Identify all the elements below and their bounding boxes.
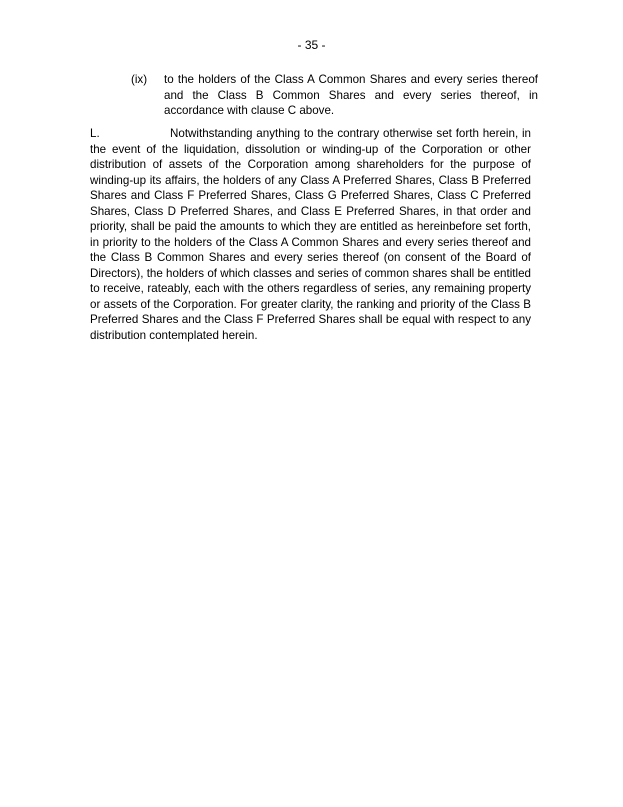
clause-ix <box>131 72 538 119</box>
clause-l-marker: L. <box>90 127 100 140</box>
page-number: - 35 - <box>297 38 326 52</box>
clause-l-text: Notwithstanding anything to the contrary otherwise set forth herein, in the event of the liquidation, dissolution or winding-up of the Corporation or other distribution of assets of the Corporation among shareholders for the purpose of winding-up its affairs, the holders of any Class A Preferred Shares, Class B Preferred Shares and Class F Preferred Shares, Class G Preferred Shares, Class C Preferred Shares, Class D Preferred Shares, and Class E Preferred Shares, in that order and priority, shall be paid the amounts to which they are entitled as hereinbefore set forth, in priority to the holders of the Class A Common Shares and every series thereof and the Class B Common Shares and every series thereof (on consent of the Board of Directors), the holders of which classes and series of common shares shall be entitled to receive, rateably, each with the others regardless of series, any remaining property or assets of the Corporation. For greater clarity, the ranking and priority of the Class B Preferred Shares and the Class F Preferred Shares shall be equal with respect to any distribution contemplated herein. <box>90 127 531 342</box>
clause-l <box>90 126 531 343</box>
clause-ix-text: to the holders of the Class A Common Shares and every series thereof and the Class B Common Shares and every series thereof, in accordance with clause C above. <box>164 73 538 117</box>
clause-ix-marker: (ix) <box>131 73 148 86</box>
